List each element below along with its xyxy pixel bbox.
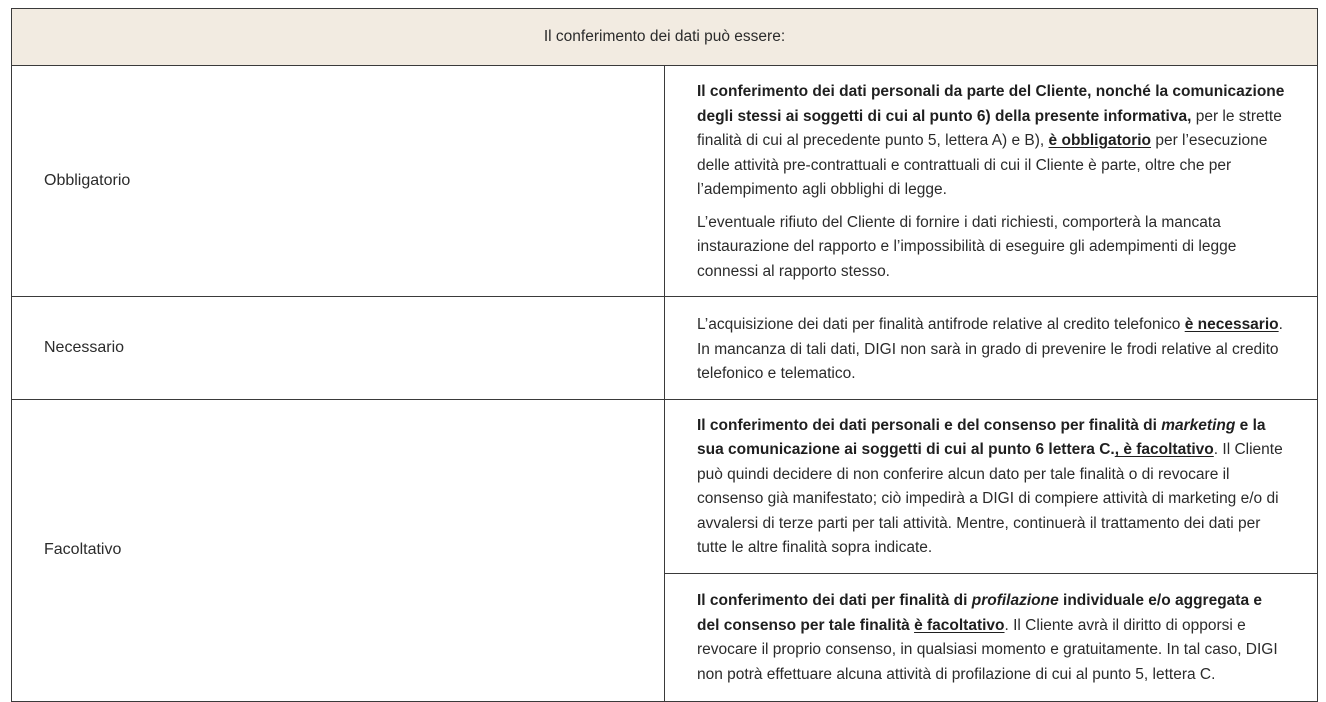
underlined-text: è obbligatorio — [1048, 132, 1152, 149]
row-label: Necessario — [12, 297, 665, 400]
text: . Il Cliente avrà il diritto di opporsi e revocare il proprio consenso, in qualsiasi momento e gratuitamente. In tal caso, DIGI non potrà effettuare alcuna attività di profilazione di cui al punto 5, lettera C. — [697, 616, 1278, 683]
underlined-text: è facoltativo — [914, 616, 1005, 634]
table-header-row — [12, 9, 1318, 66]
bold-text: Il conferimento dei dati personali e del consenso per finalità di — [697, 416, 1162, 434]
text: . Il Cliente può quindi decidere di non conferire alcun dato per tale finalità o di revocare il consenso già manifestato; ciò impedirà a DIGI di compiere attività di marketing e/o di avvalersi di terze parti per tali attività. Mentre, continuerà il trattamento dei dati per tutte le altre finalità sopra indicate. — [697, 441, 1283, 556]
row-content — [665, 573, 1318, 701]
table-row-obbligatorio — [12, 66, 1318, 297]
bold-text: Il conferimento dei dati personali da parte del Cliente, nonché la comunicazione degli stessi ai soggetti di cui al punto 6) della presente informativa, — [697, 83, 1285, 125]
bold-text: e la sua comunicazione ai soggetti di cui al punto 6 lettera C. — [697, 416, 1266, 458]
row-label: Obbligatorio — [12, 66, 665, 297]
paragraph — [697, 414, 1287, 561]
text: . In mancanza di tali dati, DIGI non sarà in grado di prevenire le frodi relative al credito telefonico e telematico. — [697, 316, 1283, 382]
paragraph — [697, 313, 1287, 387]
text: per l’esecuzione delle attività pre-contrattuali e contrattuali di cui il Cliente è parte, oltre che per l’adempimento agli obblighi di legge. — [697, 132, 1268, 198]
consent-table — [11, 8, 1318, 702]
table-header: Il conferimento dei dati può essere: — [12, 9, 1318, 66]
row-content — [665, 297, 1318, 400]
bold-italic-text: marketing — [1161, 416, 1236, 434]
text: L’acquisizione dei dati per finalità antifrode relative al credito telefonico — [697, 316, 1185, 333]
table-row-facoltativo-1 — [12, 399, 1318, 573]
paragraph: L’eventuale rifiuto del Cliente di fornire i dati richiesti, comporterà la mancata instaurazione del rapporto e l’impossibilità di eseguire gli adempimenti di legge connessi al rapporto stesso. — [697, 213, 1237, 280]
underlined-text: è necessario — [1184, 316, 1279, 333]
row-content — [665, 399, 1318, 573]
text: per le strette finalità di cui al precedente punto 5, lettera A) e B), — [697, 107, 1282, 149]
row-content — [665, 66, 1318, 297]
bold-text: Il conferimento dei dati per finalità di — [697, 592, 972, 609]
table-row-necessario — [12, 297, 1318, 400]
paragraph — [697, 80, 1287, 203]
row-label: Facoltativo — [12, 399, 665, 701]
underlined-text: , è facoltativo — [1114, 441, 1214, 458]
bold-text: individuale e/o aggregata e del consenso per tale finalità — [697, 592, 1262, 634]
paragraph — [697, 589, 1287, 687]
bold-italic-text: profilazione — [971, 592, 1059, 609]
